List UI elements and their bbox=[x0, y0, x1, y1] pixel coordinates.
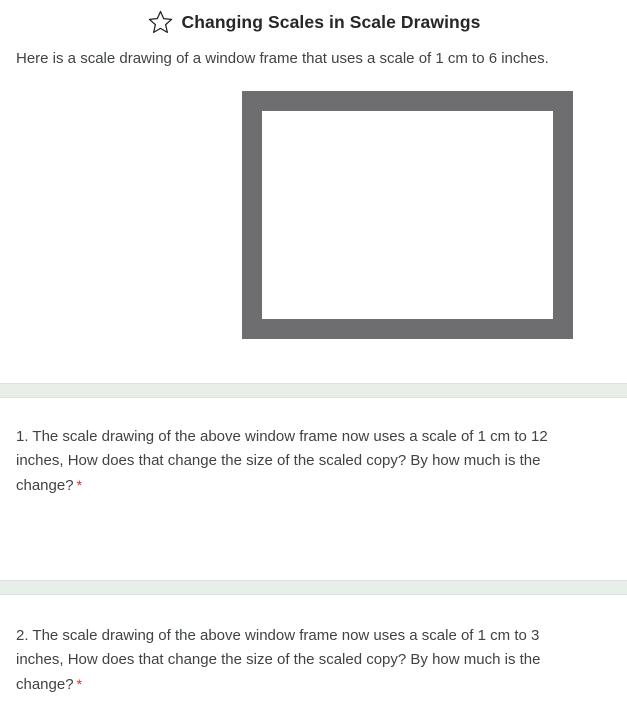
question-2 bbox=[16, 624, 591, 697]
section-divider-1 bbox=[0, 383, 627, 398]
page-title: Changing Scales in Scale Drawings bbox=[181, 11, 481, 32]
required-asterisk-1: * bbox=[76, 477, 83, 493]
intro-text: Here is a scale drawing of a window frame that uses a scale of 1 cm to 6 inches. bbox=[16, 50, 549, 67]
figure-container bbox=[242, 91, 627, 339]
question-1 bbox=[16, 425, 591, 498]
star-icon bbox=[147, 9, 174, 36]
question-1-text: 1. The scale drawing of the above window frame now uses a scale of 1 cm to 12 inches, How does that change the size of the scaled copy? By how much is the change? bbox=[16, 428, 548, 494]
question-2-text: 2. The scale drawing of the above window frame now uses a scale of 1 cm to 3 inches, How does that change the size of the scaled copy? By how much is the change? bbox=[16, 627, 541, 693]
window-frame-image bbox=[242, 91, 573, 339]
section-divider-2 bbox=[0, 580, 627, 595]
required-asterisk-2: * bbox=[76, 676, 83, 692]
form-header bbox=[0, 0, 627, 36]
